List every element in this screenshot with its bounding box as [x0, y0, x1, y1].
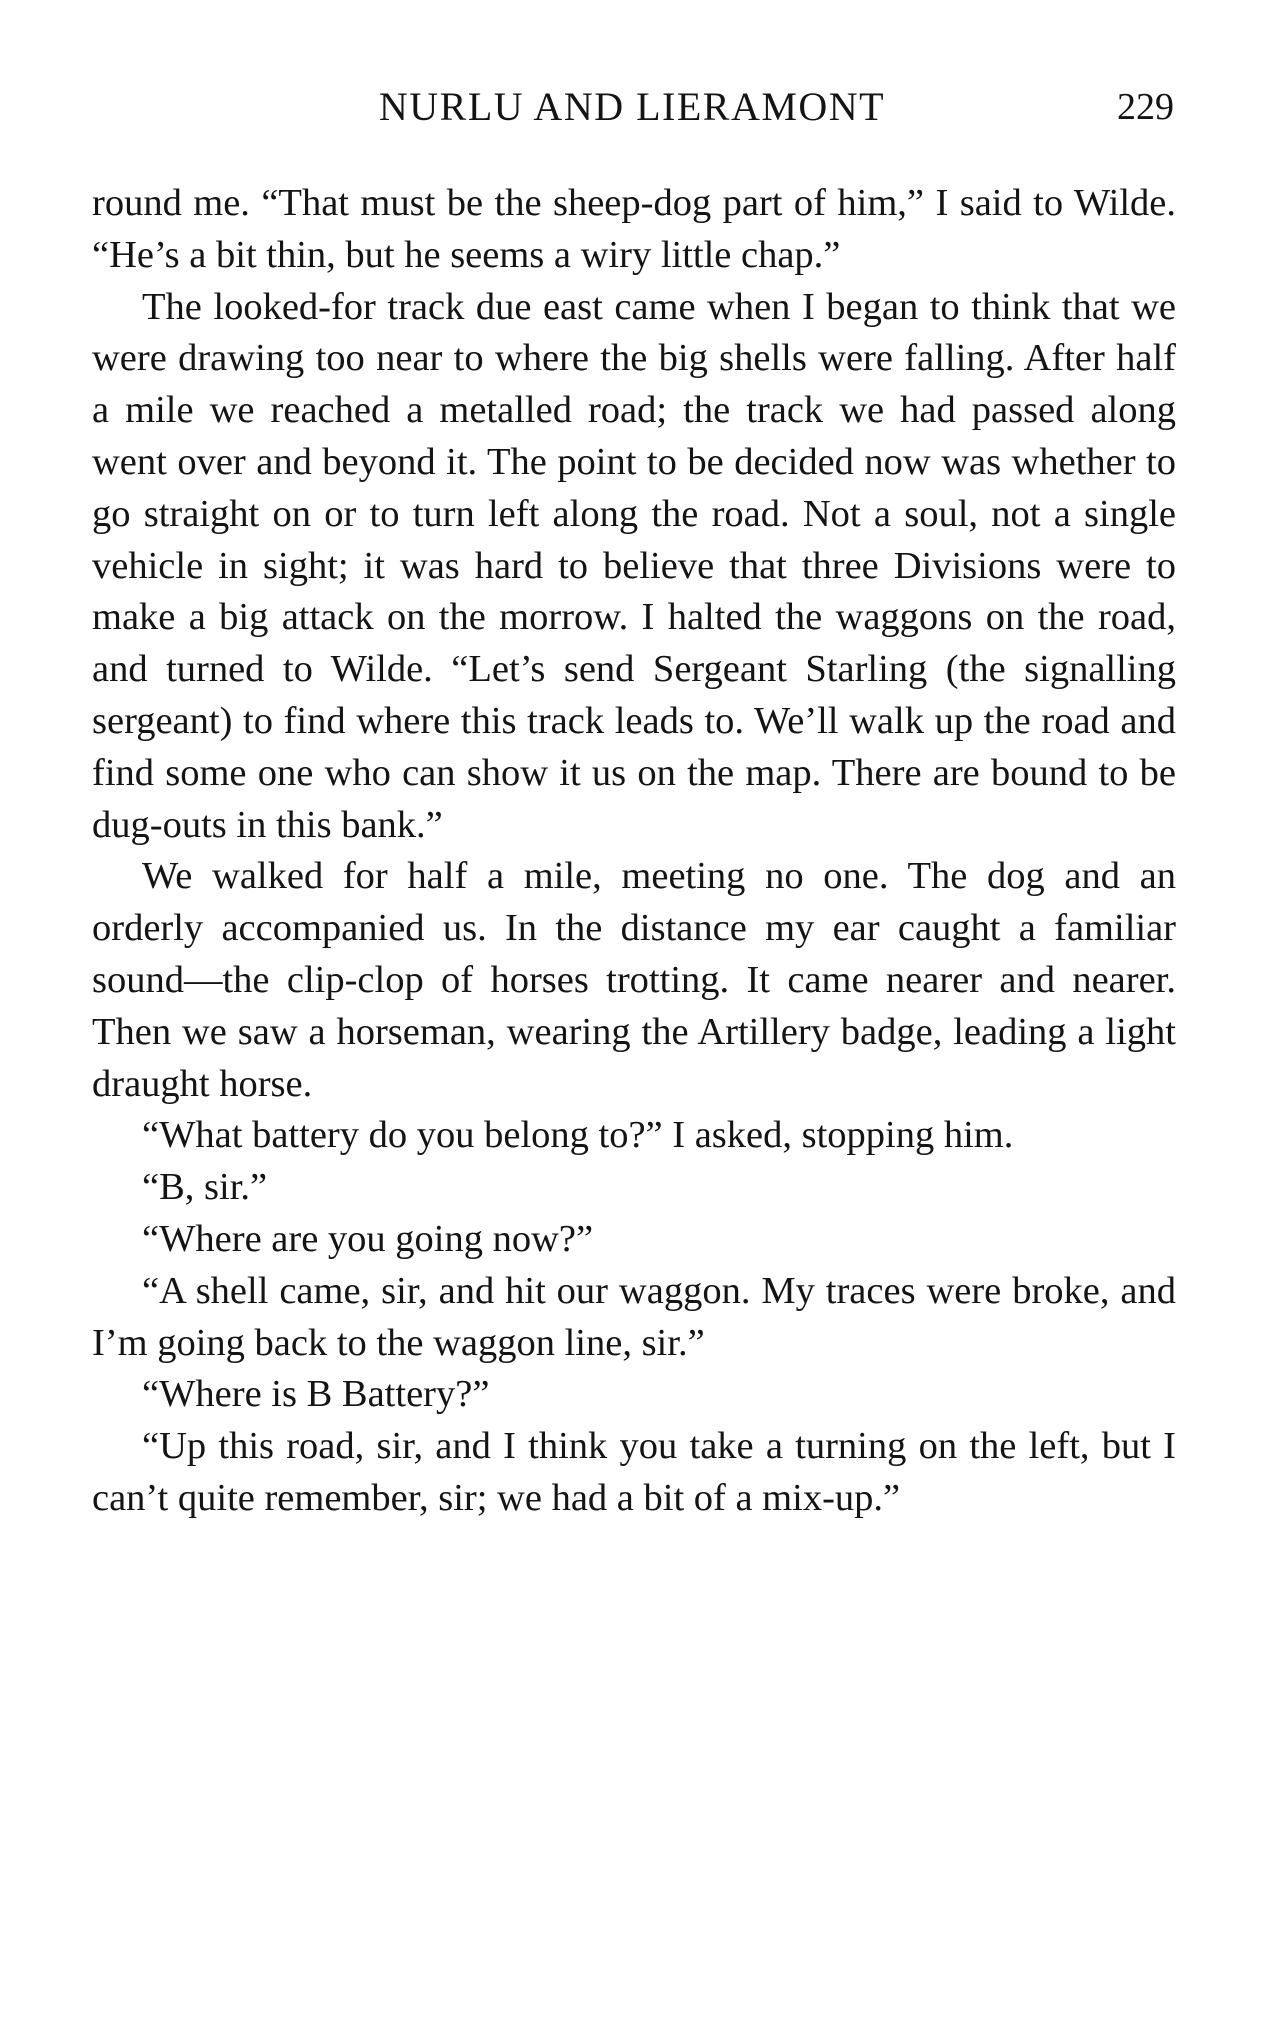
paragraph: We walked for half a mile, meeting no one. The dog and an orderly accompanied us. In the distance my ear caught a familiar sound—the clip-clop of horses trotting. It came nearer and nearer. Then we saw a horseman, wearing the Artillery badge, leading a light draught horse. [92, 855, 1176, 1105]
paragraph: “A shell came, sir, and hit our waggon. My traces were broke, and I’m going back to the waggon line, sir.” [92, 1269, 1176, 1364]
paragraph: “B, sir.” [142, 1166, 268, 1209]
paragraph: “What battery do you belong to?” I asked, stopping him. [142, 1114, 1014, 1157]
page-number: 229 [1117, 86, 1174, 128]
paragraph: “Where are you going now?” [142, 1217, 594, 1260]
page-header [0, 82, 1264, 132]
paragraph: “Up this road, sir, and I think you take a turning on the left, but I can’t quite remember, sir; we had a bit of a mix-up.” [92, 1425, 1176, 1519]
body-text [92, 178, 1176, 1525]
paragraph: The looked-for track due east came when I began to think that we were drawing too near to where the big shells were falling. After half a mile we reached a metalled road; the track we had passed along went over and beyond it. The point to be decided now was whether to go straight on or to turn left along the road. Not a soul, not a single vehicle in sight; it was hard to believe that three Divisions were to make a big attack on the morrow. I halted the waggons on the road, and turned to Wilde. “Let’s send Sergeant Starling (the signalling sergeant) to find where this track leads to. We’ll walk up the road and find some one who can show it us on the map. There are bound to be dug-outs in this bank.” [92, 285, 1176, 846]
paragraph: round me. “That must be the sheep-dog part of him,” I said to Wilde. “He’s a bit thin, but he seems a wiry little chap.” [92, 182, 1176, 276]
running-title: NURLU AND LIERAMONT [378, 84, 886, 129]
paragraph: “Where is B Battery?” [142, 1373, 490, 1416]
